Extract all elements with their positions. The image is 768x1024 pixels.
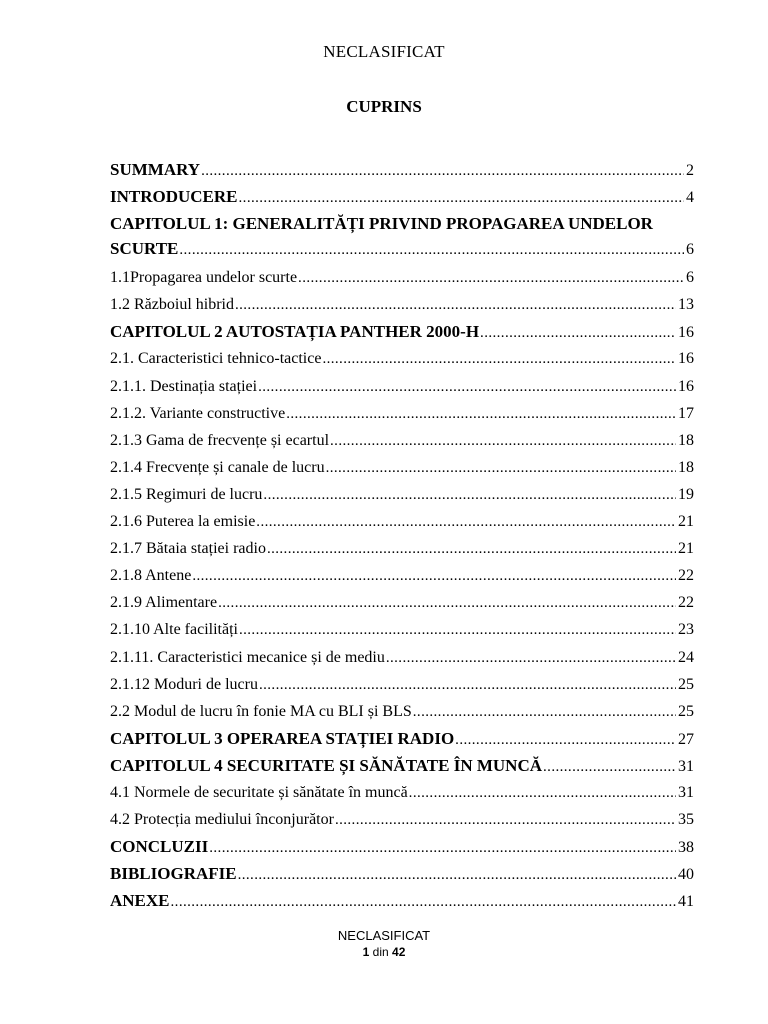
toc-entry[interactable]	[110, 562, 694, 589]
toc-entry-title: 4.1 Normele de securitate și sănătate în muncă	[110, 783, 408, 801]
table-of-contents	[110, 156, 694, 914]
toc-entry-title: SUMMARY	[110, 160, 201, 179]
toc-entry[interactable]	[110, 698, 694, 725]
toc-dot-leader	[171, 889, 676, 916]
toc-dot-leader	[263, 482, 676, 509]
toc-entry[interactable]	[110, 779, 694, 806]
toc-entry-title: 2.1.5 Regimuri de lucru	[110, 485, 263, 503]
toc-entry[interactable]	[110, 427, 694, 454]
toc-entry[interactable]	[110, 318, 694, 345]
toc-entry[interactable]	[110, 345, 694, 372]
toc-dot-leader	[179, 239, 684, 262]
toc-entry-title: BIBLIOGRAFIE	[110, 864, 237, 884]
toc-entry[interactable]	[110, 454, 694, 481]
toc-dot-leader	[413, 699, 676, 726]
toc-dot-leader	[256, 509, 676, 536]
toc-entry-title: 1.1Propagarea undelor scurte	[110, 269, 298, 287]
toc-page-number: 35	[678, 811, 694, 829]
toc-entry[interactable]	[110, 481, 694, 508]
toc-dot-leader	[235, 292, 676, 319]
toc-dot-leader	[335, 807, 676, 834]
toc-dot-leader	[386, 645, 676, 672]
toc-entry[interactable]	[110, 156, 694, 183]
toc-entry-title: 4.2 Protecția mediului înconjurător	[110, 811, 334, 829]
toc-dot-leader	[238, 862, 676, 889]
toc-page-number: 18	[678, 458, 694, 476]
toc-page-number: 16	[678, 377, 694, 395]
toc-page-number: 38	[678, 839, 694, 857]
toc-title: CUPRINS	[346, 97, 422, 116]
toc-entry-title: 2.1.4 Frecvențe și canale de lucru	[110, 458, 325, 476]
toc-page-number: 19	[678, 485, 694, 503]
toc-dot-leader	[201, 158, 684, 185]
toc-page-number: 21	[678, 513, 694, 531]
toc-entry[interactable]	[110, 589, 694, 616]
toc-entry-title: 2.1.8 Antene	[110, 567, 192, 585]
toc-entry-title: INTRODUCERE	[110, 187, 238, 207]
toc-dot-leader	[259, 672, 676, 699]
toc-entry-title: CAPITOLUL 3 OPERAREA STAȚIEI RADIO	[110, 728, 455, 748]
toc-entry[interactable]	[110, 644, 694, 671]
toc-entry[interactable]	[110, 671, 694, 698]
toc-page-number: 40	[678, 866, 694, 884]
toc-dot-leader	[330, 428, 676, 455]
toc-page-number: 24	[678, 648, 694, 666]
toc-dot-leader	[543, 754, 676, 781]
toc-page-number: 25	[678, 702, 694, 720]
header-classification: NECLASIFICAT	[323, 42, 445, 61]
toc-entry-title: 2.1.10 Alte facilități	[110, 621, 238, 639]
footer	[0, 928, 768, 960]
toc-entry-title: 2.1.3 Gama de frecvențe și ecartul	[110, 431, 330, 449]
toc-page-number: 22	[678, 567, 694, 585]
toc-dot-leader	[209, 835, 676, 862]
page-number	[0, 944, 768, 960]
toc-entry-title: 2.1. Caracteristici tehnico-tactice	[110, 350, 322, 368]
toc-page-number: 6	[686, 269, 694, 287]
toc-entry-title: 2.1.11. Caracteristici mecanice și de mediu	[110, 648, 385, 666]
toc-page-number: 41	[678, 893, 694, 911]
toc-dot-leader	[322, 346, 676, 373]
toc-entry[interactable]	[110, 183, 694, 210]
toc-entry-title: 2.1.12 Moduri de lucru	[110, 675, 258, 693]
toc-entry-title: 2.1.9 Alimentare	[110, 594, 218, 612]
toc-entry[interactable]	[110, 210, 694, 264]
page-separator: din	[372, 945, 389, 959]
toc-entry[interactable]	[110, 400, 694, 427]
toc-entry-title: 2.1.2. Variante constructive	[110, 404, 286, 422]
toc-dot-leader	[480, 320, 676, 347]
toc-page-number: 13	[678, 296, 694, 314]
toc-entry[interactable]	[110, 887, 694, 914]
toc-dot-leader	[239, 185, 684, 212]
toc-entry[interactable]	[110, 860, 694, 887]
page-total: 42	[392, 945, 406, 959]
toc-entry-title: 1.2 Războiul hibrid	[110, 296, 234, 314]
toc-page-number: 27	[678, 730, 694, 748]
toc-dot-leader	[298, 265, 684, 292]
toc-dot-leader	[326, 455, 676, 482]
toc-page-number: 6	[686, 241, 694, 259]
toc-entry-title-continued: SCURTE	[110, 239, 179, 259]
toc-entry-title: 2.1.7 Bătaia stației radio	[110, 540, 266, 558]
page-current: 1	[362, 945, 370, 959]
toc-page-number: 4	[686, 189, 694, 207]
toc-dot-leader	[409, 780, 676, 807]
toc-page-number: 18	[678, 431, 694, 449]
toc-entry-title: CONCLUZII	[110, 837, 209, 857]
toc-entry[interactable]	[110, 373, 694, 400]
toc-entry[interactable]	[110, 806, 694, 833]
toc-entry[interactable]	[110, 535, 694, 562]
toc-page-number: 2	[686, 162, 694, 179]
toc-entry-line2	[110, 237, 694, 264]
toc-entry[interactable]	[110, 616, 694, 643]
toc-entry[interactable]	[110, 833, 694, 860]
toc-page-number: 23	[678, 621, 694, 639]
toc-entry-title: 2.1.1. Destinația stației	[110, 377, 258, 395]
toc-dot-leader	[258, 374, 676, 401]
toc-page-number: 25	[678, 675, 694, 693]
toc-page-number: 31	[678, 757, 694, 775]
toc-dot-leader	[218, 590, 676, 617]
toc-page-number: 31	[678, 783, 694, 801]
toc-entry-title: 2.2 Modul de lucru în fonie MA cu BLI și BLS	[110, 702, 412, 720]
toc-entry-title: CAPITOLUL 2 AUTOSTAȚIA PANTHER 2000-H	[110, 322, 480, 342]
toc-dot-leader	[267, 536, 676, 563]
toc-entry-title: CAPITOLUL 4 SECURITATE ȘI SĂNĂTATE ÎN MUNCĂ	[110, 755, 543, 775]
toc-entry-title: ANEXE	[110, 891, 170, 911]
toc-entry[interactable]	[110, 752, 694, 779]
toc-entry[interactable]	[110, 725, 694, 752]
toc-entry[interactable]	[110, 291, 694, 318]
toc-dot-leader	[192, 563, 676, 590]
toc-entry-title: 2.1.6 Puterea la emisie	[110, 513, 256, 531]
toc-dot-leader	[455, 727, 676, 754]
toc-dot-leader	[239, 617, 676, 644]
footer-classification: NECLASIFICAT	[337, 928, 431, 943]
toc-page-number: 17	[678, 404, 694, 422]
toc-page-number: 16	[678, 350, 694, 368]
toc-entry-title: CAPITOLUL 1: GENERALITĂȚI PRIVIND PROPAGAREA UNDELOR	[110, 214, 653, 234]
toc-page-number: 21	[678, 540, 694, 558]
toc-page-number: 16	[678, 324, 694, 342]
toc-entry[interactable]	[110, 264, 694, 291]
toc-dot-leader	[286, 401, 676, 428]
toc-entry[interactable]	[110, 508, 694, 535]
toc-page-number: 22	[678, 594, 694, 612]
